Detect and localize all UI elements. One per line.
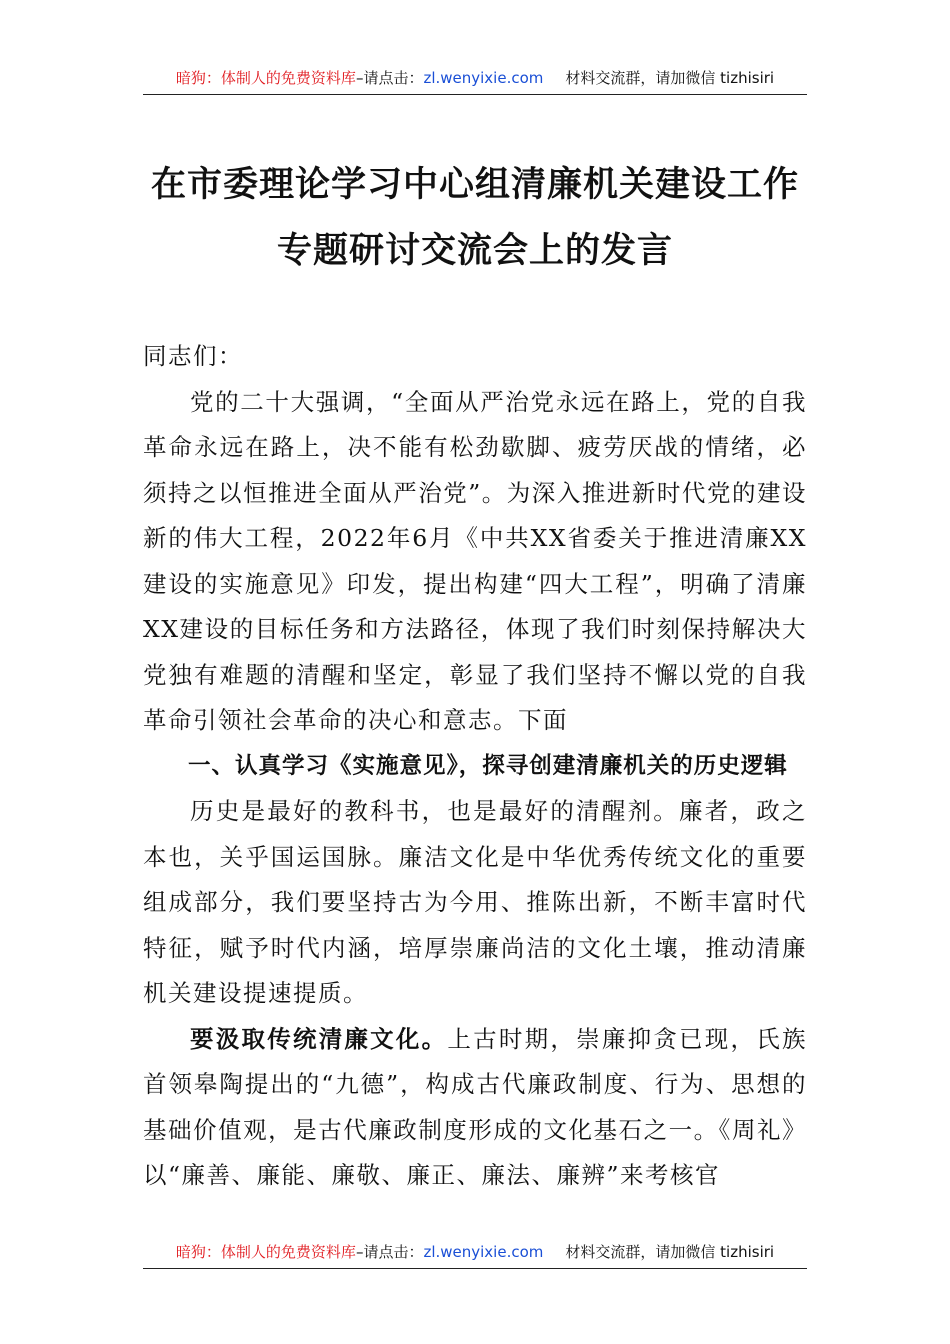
- point-1-body: 上古时期，崇廉抑贪已现，氏族首领皋陶提出的“九德”，构成古代廉政制度、行为、思想的基础价值观，是古代廉政制度形成的文化基石之一。《周礼》以“廉善、廉能、廉敬、廉正、廉法、廉辨”来考核官: [143, 1024, 808, 1189]
- banner-contact: 材料交流群，请加微信 tizhisiri: [565, 69, 775, 87]
- title-line-2: 专题研讨交流会上的发言: [276, 230, 673, 271]
- salutation: 同志们：: [143, 342, 243, 370]
- banner-link[interactable]: zl.wenyixie.com: [423, 69, 544, 87]
- footer-banner-brand: 暗狗：体制人的免费资料库: [175, 1243, 356, 1261]
- section-1-heading: 一、认真学习《实施意见》，探寻创建清廉机关的历史逻辑: [188, 752, 788, 779]
- footer-banner-link[interactable]: zl.wenyixie.com: [423, 1243, 544, 1261]
- section-1-paragraph: 历史是最好的教科书，也是最好的清醒剂。廉者，政之本也，关乎国运国脉。廉洁文化是中华优秀传统文化的重要组成部分，我们要坚持古为今用、推陈出新，不断丰富时代特征，赋予时代内涵，培厚崇廉尚洁的文化土壤，推动清廉机关建设提速提质。: [143, 797, 807, 1007]
- banner-prompt: –请点击：: [355, 69, 424, 87]
- intro-paragraph: 党的二十大强调，“全面从严治党永远在路上，党的自我革命永远在路上，决不能有松劲歇脚、疲劳厌战的情绪，必须持之以恒推进全面从严治党”。为深入推进新时代党的建设新的伟大工程，2022年6月《中共XX省委关于推进清廉XX建设的实施意见》印发，提出构建“四大工程”，明确了清廉XX建设的目标任务和方法路径，体现了我们时刻保持解决大党独有难题的清醒和坚定，彰显了我们坚持不懈以党的自我革命引领社会革命的决心和意志。下面: [143, 387, 807, 734]
- footer-banner-prompt: –请点击：: [355, 1243, 424, 1261]
- point-1-lead: 要汲取传统清廉文化。: [190, 1024, 448, 1053]
- footer-banner-contact: 材料交流群，请加微信 tizhisiri: [565, 1243, 775, 1261]
- footer-banner: [143, 1238, 807, 1269]
- title-line-1: 在市委理论学习中心组清廉机关建设工作: [150, 164, 799, 205]
- document-body: [143, 334, 807, 1199]
- header-banner: [143, 64, 807, 95]
- document-title: [100, 152, 850, 284]
- banner-brand: 暗狗：体制人的免费资料库: [175, 69, 356, 87]
- section-1-point-1: [143, 1017, 807, 1199]
